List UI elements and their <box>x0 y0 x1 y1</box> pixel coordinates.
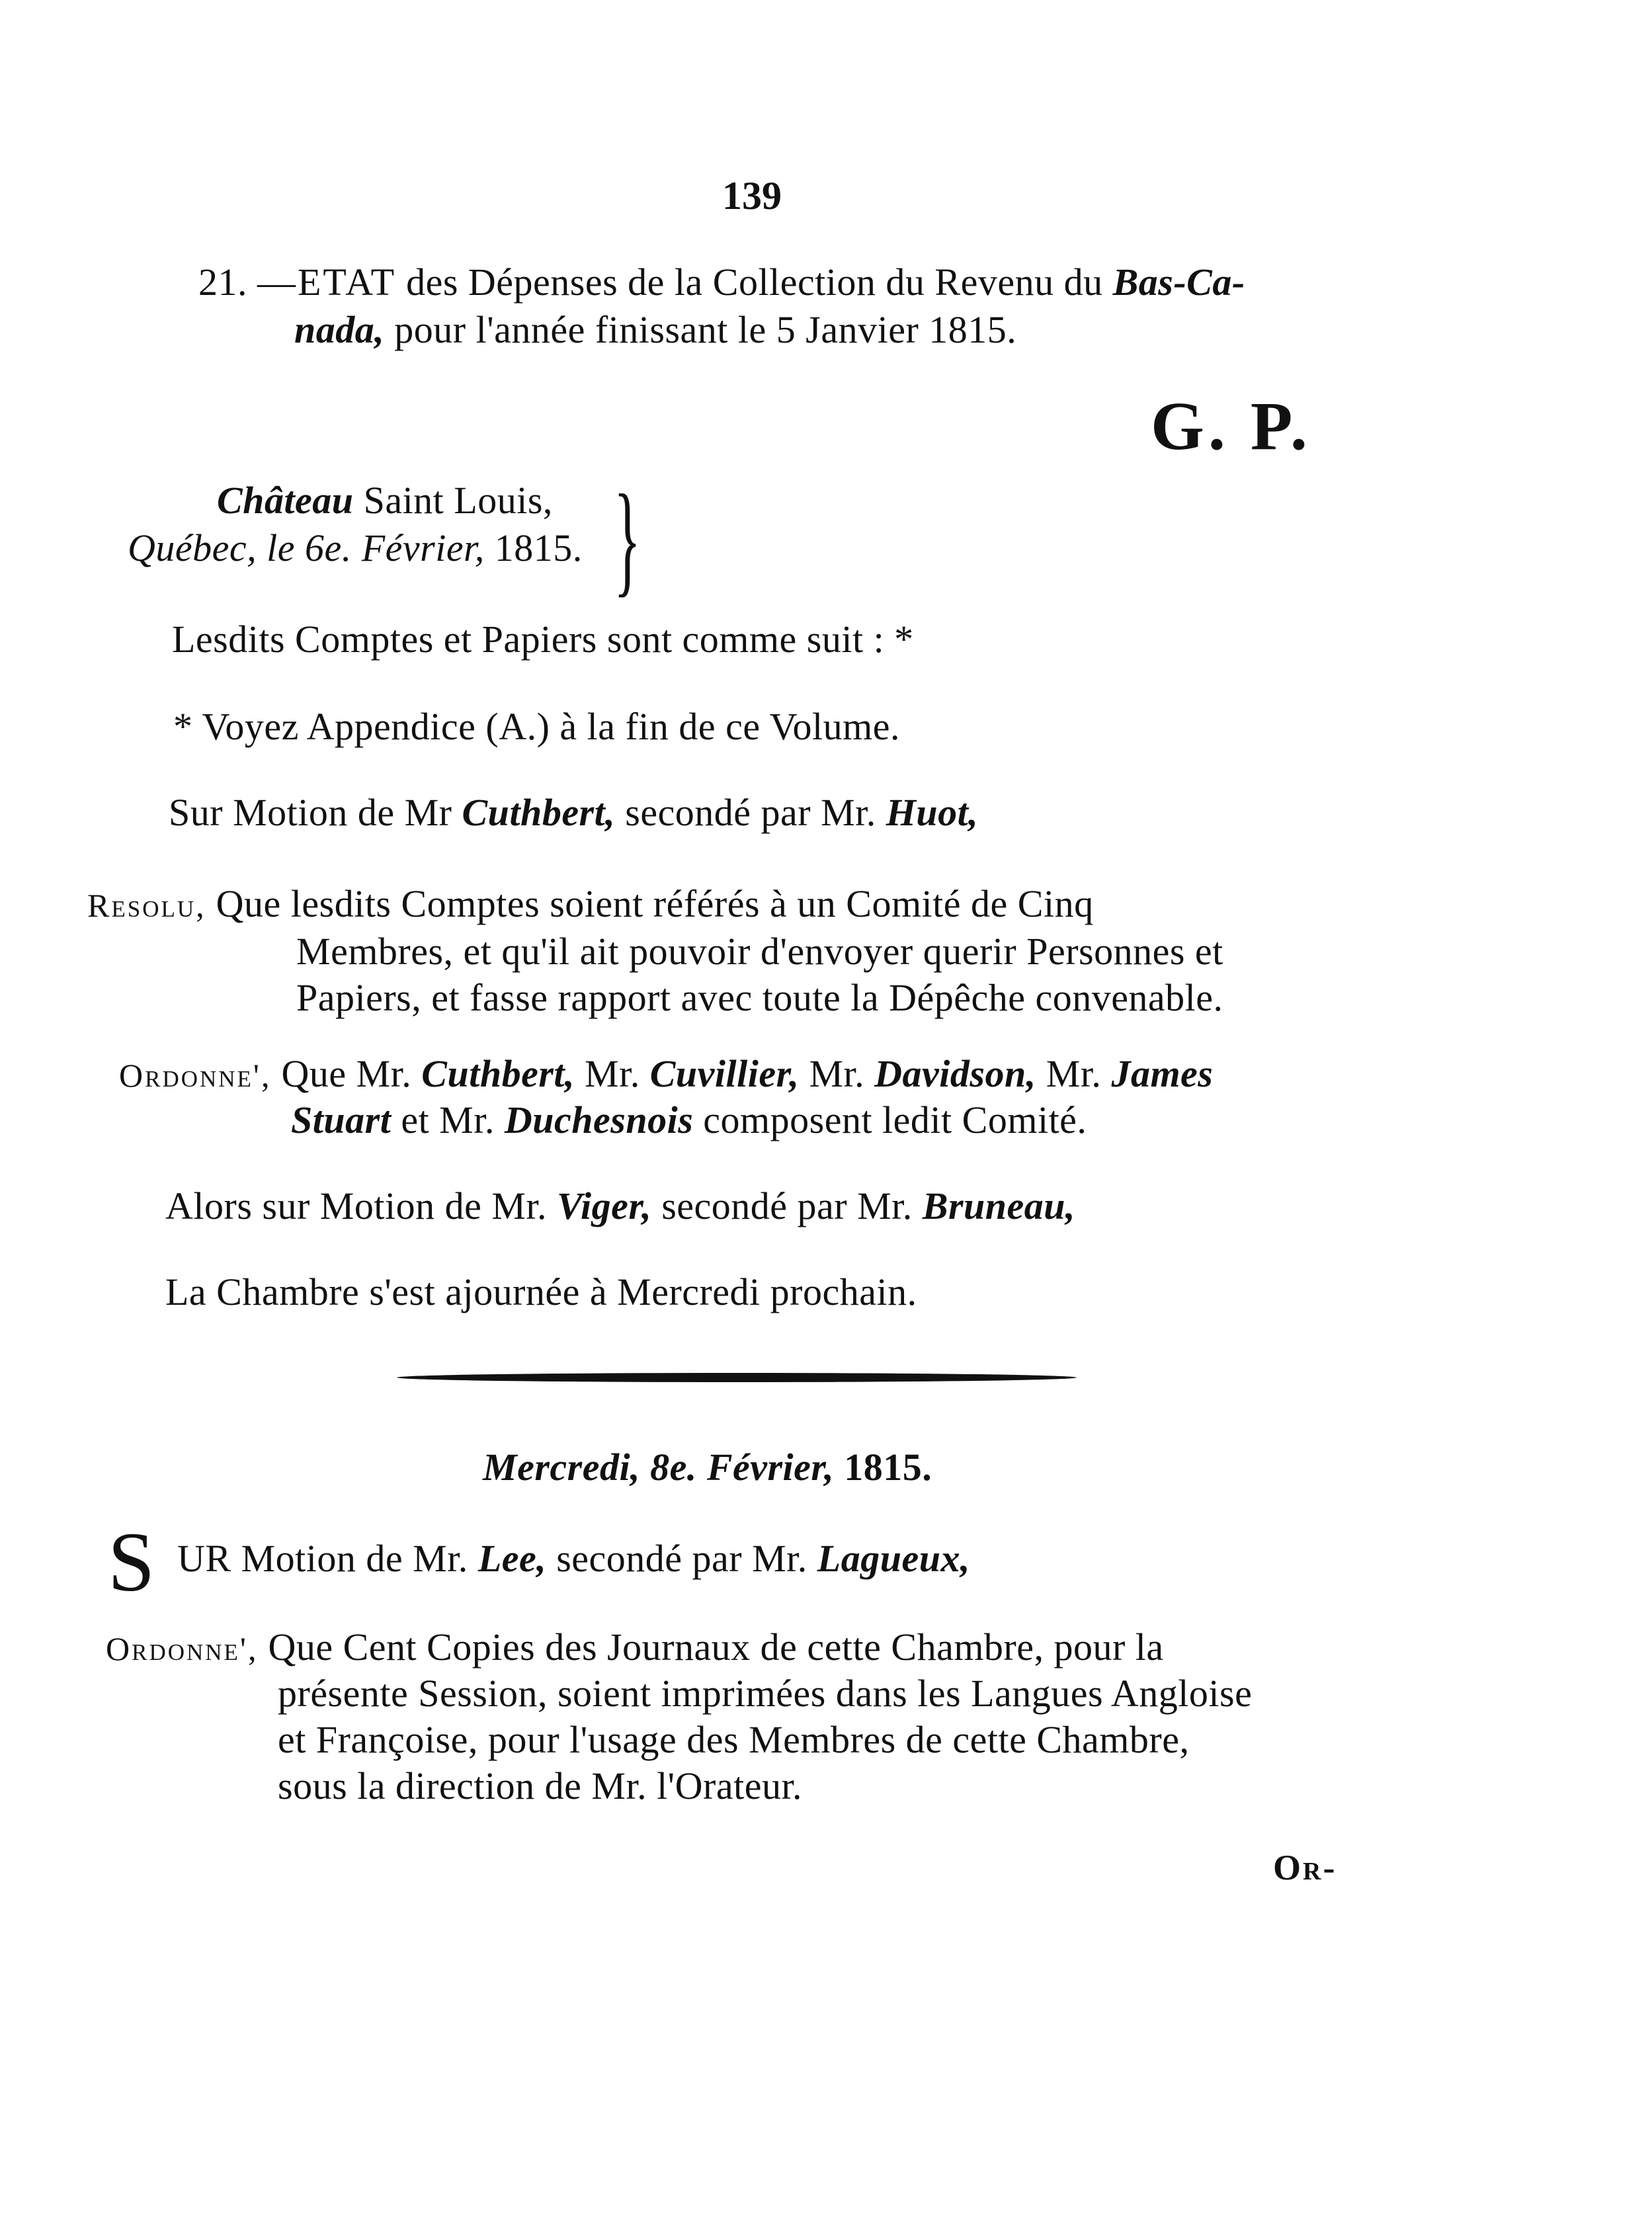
date-num: 8e. <box>650 1446 697 1489</box>
dateline-line-2 <box>128 526 583 569</box>
ordonne-line-2 <box>291 1098 1087 1141</box>
dateline-line-1 <box>217 481 553 520</box>
member-name: Davidson, <box>874 1052 1036 1095</box>
footnote-line: * Voyez Appendice (A.) à la fin de ce Volume. <box>173 705 900 748</box>
mover-name: Cuthbert, <box>462 791 616 834</box>
heading-text: des Dépenses de la Collection du Revenu du <box>406 261 1103 304</box>
dateline-place-date: Québec, le 6e. Février, <box>128 526 485 569</box>
member-name: Stuart <box>291 1098 392 1141</box>
member-name: James <box>1111 1052 1214 1095</box>
date-month: Février, <box>706 1446 835 1489</box>
member-name: Cuthbert, <box>421 1052 575 1095</box>
accounts-line: Lesdits Comptes et Papiers sont comme suit : * <box>172 618 914 661</box>
mover-name: Viger, <box>557 1184 652 1227</box>
adjournment-line: La Chambre s'est ajournée à Mercredi prochain. <box>165 1270 917 1313</box>
ordonne-text: et Mr. <box>401 1098 495 1141</box>
ordonne-text: Mr. <box>809 1052 865 1095</box>
seconder-name: Huot, <box>886 791 979 834</box>
resolu-text: Que lesdits Comptes soient référés à un Comité de Cinq <box>216 882 1094 925</box>
motion-text: Alors sur Motion de Mr. <box>165 1184 547 1227</box>
state-heading-line-2 <box>294 308 1017 351</box>
dateline-saint-louis: Saint Louis, <box>363 479 553 522</box>
motion-caps: UR <box>177 1537 231 1580</box>
brace-glyph: } <box>614 470 641 608</box>
mover-name: Lee, <box>477 1537 547 1580</box>
ordonne-label: Ordonne', <box>119 1057 272 1094</box>
motion-line-1 <box>169 791 979 834</box>
motion-text: secondé par Mr. <box>625 791 876 834</box>
item-number: 21. <box>198 261 247 304</box>
ordonne-text: Mr. <box>1046 1052 1102 1095</box>
seconder-name: Bruneau, <box>922 1184 1076 1227</box>
motion-text: Sur Motion de Mr <box>169 791 452 834</box>
signature-initials: G. P. <box>1151 388 1311 464</box>
ordonne-label: Ordonne', <box>106 1630 259 1667</box>
motion-text: secondé par Mr. <box>556 1537 807 1580</box>
date-year: 1815. <box>844 1446 932 1489</box>
dateline-chateau: Château <box>217 479 354 522</box>
motion-line-2 <box>165 1184 1076 1227</box>
dateline-year: 1815. <box>494 526 583 569</box>
drop-cap: S <box>108 1515 155 1609</box>
resolu-line-2: Membres, et qu'il ait pouvoir d'envoyer querir Personnes et <box>296 930 1223 973</box>
motion-text: Motion de Mr. <box>241 1537 468 1580</box>
section-divider <box>397 1373 1077 1382</box>
member-name: Duchesnois <box>504 1098 694 1141</box>
etat-label: —ETAT <box>257 261 397 304</box>
heading-text-cont: pour l'année finissant le 5 Janvier 1815. <box>394 308 1017 351</box>
heading-place-cont: nada, <box>294 308 385 351</box>
catchword: Or- <box>1273 1848 1337 1887</box>
ordonne2-line-3: et Françoise, pour l'usage des Membres de cette Chambre, <box>278 1718 1190 1761</box>
resolu-line-3: Papiers, et fasse rapport avec toute la Dépêche convenable. <box>296 976 1223 1019</box>
ordonne-text: Que Cent Copies des Journaux de cette Chambre, pour la <box>268 1626 1164 1669</box>
date-day: Mercredi, <box>483 1446 641 1489</box>
resolu-label: Resolu, <box>87 887 206 924</box>
ordonne-line-1 <box>119 1052 1214 1095</box>
motion-line-3 <box>177 1537 970 1580</box>
heading-place: Bas-Ca- <box>1112 261 1245 304</box>
seconder-name: Lagueux, <box>817 1537 970 1580</box>
member-name: Cuvillier, <box>649 1052 800 1095</box>
ordonne2-line-4: sous la direction de Mr. l'Orateur. <box>278 1764 803 1807</box>
resolu-line-1 <box>87 882 1094 925</box>
ordonne2-line-1 <box>106 1628 1164 1667</box>
page-number: 139 <box>722 174 782 218</box>
state-heading-line-1 <box>198 263 1245 302</box>
date-heading <box>483 1448 932 1487</box>
ordonne-text: composent ledit Comité. <box>703 1098 1087 1141</box>
ordonne-text: Que Mr. <box>281 1052 412 1095</box>
ordonne-text: Mr. <box>585 1052 640 1095</box>
motion-text: secondé par Mr. <box>661 1184 913 1227</box>
ordonne2-line-2: présente Session, soient imprimées dans les Langues Angloise <box>278 1672 1253 1715</box>
